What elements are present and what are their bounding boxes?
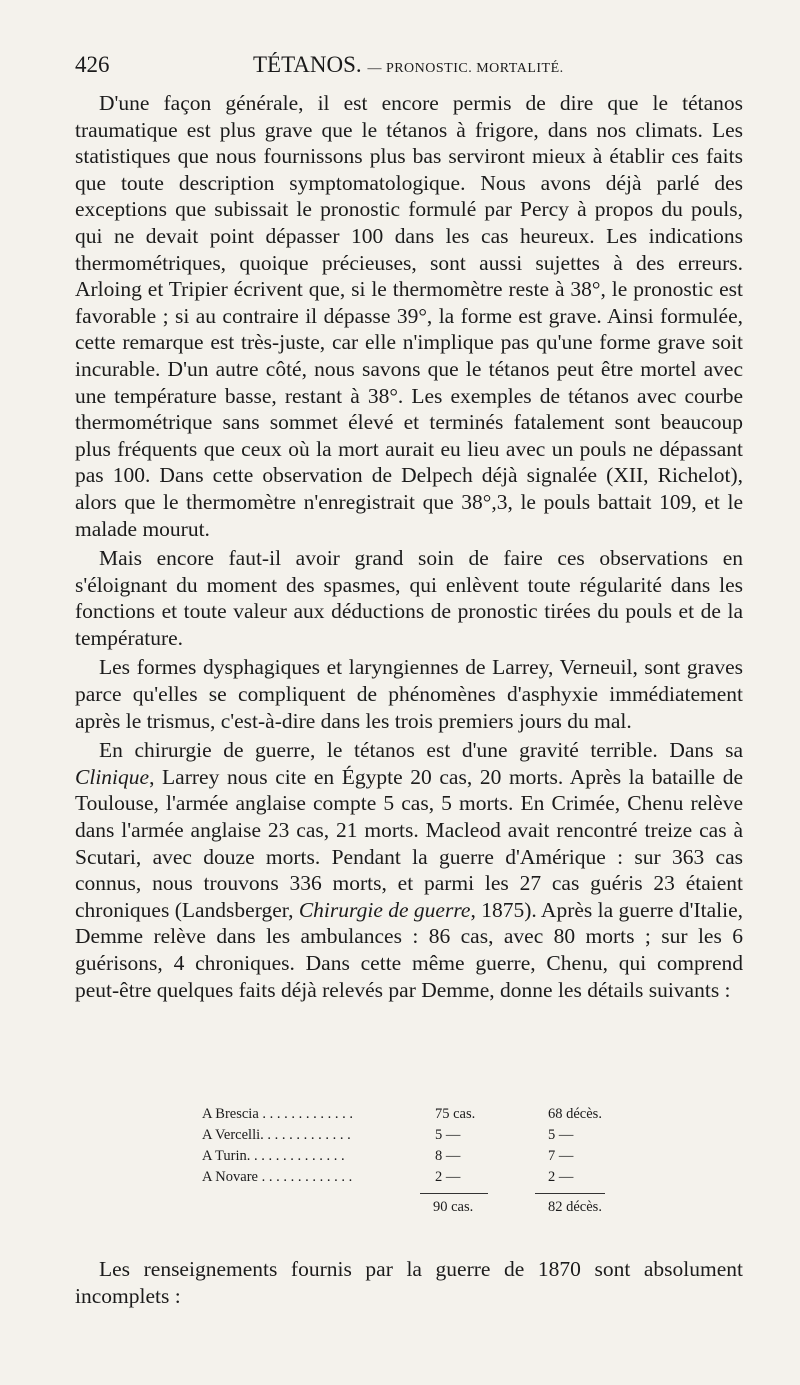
row-deaths: 2 — bbox=[548, 1169, 574, 1185]
paragraph-prognosis: D'une façon générale, il est encore permis de dire que le tétanos traumatique est plus grave que le tétanos à frigore, dans nos climats. Les statistiques que nous fournissons plus bas serviront mieux à établir ces faits que toute description symptomatologique. Nous avons déjà parlé des exceptions que subissait le pronostic formulé par Percy à propos du pouls, qui ne devait point dépasser 100 dans les cas heureux. Les indications thermométriques, quoique précieuses, sont aussi sujettes à des erreurs. Arloing et Tripier écrivent que, si le thermomètre reste à 38°, le pronostic est favorable ; si au contraire il dépasse 39°, la forme est grave. Ainsi formulée, cette remarque est très-juste, car elle n'implique pas qu'une forme grave soit incurable. D'un autre côté, nous savons que le tétanos peut être mortel avec une température basse, restant à 38°. Les exemples de tétanos avec courbe thermométrique sans sommet élevé et terminés fatalement sont beaucoup plus fréquents que ceux où la mort aurait eu lieu avec un pouls ne dépassant pas 100. Dans cette observation de Delpech déjà signalée (XII, Richelot), alors que le thermomètre n'enregistrait que 38°,3, le pouls battait 109, et le malade mourut. bbox=[75, 91, 743, 541]
row-cases: 2 — bbox=[435, 1169, 461, 1185]
paragraph-observations: Mais encore faut-il avoir grand soin de faire ces observations en s'éloignant du moment des spasmes, qui enlèvent toute régularité dans les fonctions et toute valeur aux déductions de pronostic tirées du pouls et de la température. bbox=[75, 546, 743, 650]
body-text bbox=[75, 90, 743, 1006]
running-title bbox=[253, 52, 564, 78]
total-deaths: 82 décès. bbox=[548, 1199, 602, 1215]
table-row bbox=[202, 1167, 632, 1188]
paragraph-1870: Les renseignements fournis par la guerre de 1870 sont absolument incomplets : bbox=[75, 1257, 743, 1308]
row-deaths: 5 — bbox=[548, 1127, 574, 1143]
running-title-main: TÉTANOS. bbox=[253, 52, 362, 77]
war-text-2: , Larrey nous cite en Égypte 20 cas, 20 morts. Après la bataille de Toulouse, l'armée anglaise compte 5 cas, 5 morts. En Crimée, Chenu relève dans l'armée anglaise 23 cas, 21 morts. Macleod avait rencontré treize cas à Scutari, avec douze morts. Pendant la guerre d'Amérique : sur 363 cas connus, nous trouvons 336 morts, et parmi les 27 cas guéris 23 étaient chroniques (Landsberger, bbox=[75, 764, 743, 922]
paragraph-war-surgery bbox=[75, 737, 743, 1003]
table-row bbox=[202, 1125, 632, 1146]
total-rule-deaths bbox=[535, 1193, 605, 1194]
war-text-1: En chirurgie de guerre, le tétanos est d'une gravité terrible. Dans sa bbox=[99, 738, 743, 763]
closing-text bbox=[75, 1256, 743, 1309]
table-row bbox=[202, 1104, 632, 1125]
total-cases: 90 cas. bbox=[433, 1199, 474, 1215]
war-text-chirurgie: Chirurgie de guerre bbox=[298, 897, 471, 922]
page-number: 426 bbox=[75, 52, 110, 77]
total-rule-cases bbox=[420, 1193, 488, 1194]
row-cases: 75 cas. bbox=[435, 1106, 476, 1122]
row-city: A Brescia . . . . . . . . . . . . . bbox=[202, 1106, 354, 1122]
row-deaths: 68 décès. bbox=[548, 1106, 602, 1122]
statistics-table bbox=[202, 1104, 632, 1188]
row-cases: 8 — bbox=[435, 1148, 461, 1164]
table-row bbox=[202, 1146, 632, 1167]
row-deaths: 7 — bbox=[548, 1148, 574, 1164]
running-title-subtitle: — PRONOSTIC. MORTALITÉ. bbox=[367, 61, 564, 76]
row-cases: 5 — bbox=[435, 1127, 461, 1143]
row-city: A Turin. . . . . . . . . . . . . . bbox=[202, 1148, 345, 1164]
war-text-3: , 1875). Après la guerre d'Italie, Demme relève dans les ambulances : 86 cas, avec 80 morts ; sur les 6 guérisons, 4 chroniques. Dans cette même guerre, Chenu, qui comprend peut-être quelques faits déjà relevés par Demme, donne les détails suivants : bbox=[75, 897, 743, 1002]
war-text-clinique: Clinique bbox=[75, 764, 150, 789]
row-city: A Novare . . . . . . . . . . . . . bbox=[202, 1169, 353, 1185]
page-header bbox=[75, 52, 743, 86]
paragraph-dysphagic-forms: Les formes dysphagiques et laryngiennes de Larrey, Verneuil, sont graves parce qu'elles se compliquent de phénomènes d'asphyxie immédiatement après le trismus, c'est-à-dire dans les trois premiers jours du mal. bbox=[75, 655, 743, 733]
row-city: A Vercelli. . . . . . . . . . . . . bbox=[202, 1127, 351, 1143]
